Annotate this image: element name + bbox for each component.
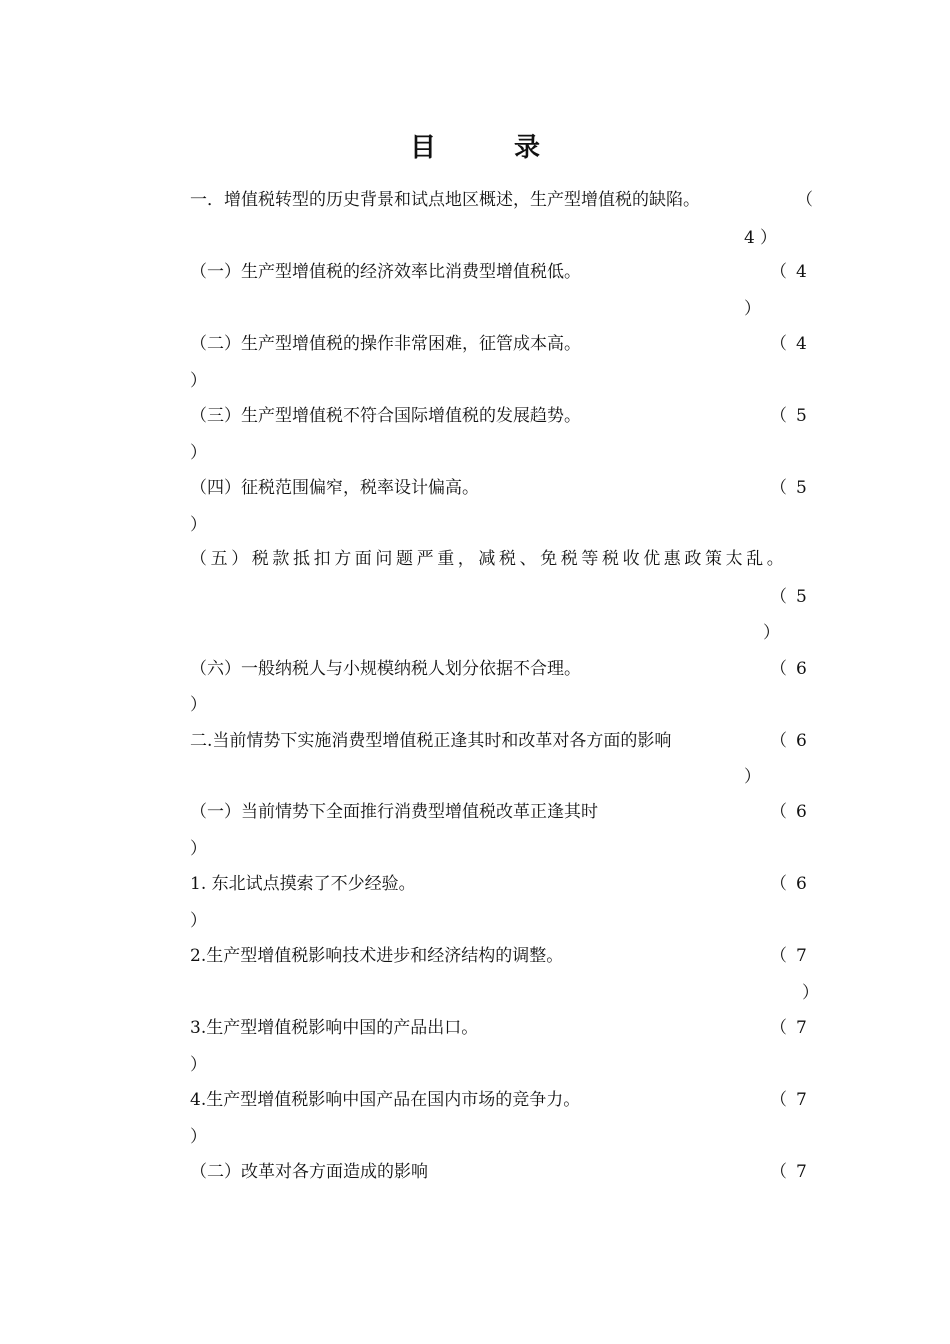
toc-entry-page-number: 6 <box>796 659 807 679</box>
toc-entry-close-paren: ） <box>802 983 819 1003</box>
toc-entry-text: （三）生产型增值税不符合国际增值税的发展趋势。 <box>190 406 581 426</box>
toc-entry-close-paren: ） <box>744 299 761 319</box>
toc-entry-page-number: 6 <box>796 874 807 894</box>
toc-entry-open-paren: （ <box>770 874 787 894</box>
toc-entry-close-paren: ） <box>744 767 761 787</box>
toc-entry-close-paren: ） <box>190 839 207 859</box>
toc-entry-text: 3.生产型增值税影响中国的产品出口。 <box>190 1018 479 1038</box>
toc-entry-text: 一．增值税转型的历史背景和试点地区概述，生产型增值税的缺陷。 <box>190 190 700 210</box>
toc-entry-text: （二）生产型增值税的操作非常困难，征管成本高。 <box>190 334 581 354</box>
toc-entry-text: 1. 东北试点摸索了不少经验。 <box>190 874 416 894</box>
toc-entry-page-number: 7 <box>796 1018 807 1038</box>
toc-entry-open-paren: （ <box>770 1090 787 1110</box>
toc-entry-page-number: 6 <box>796 802 807 822</box>
toc-entry-text: （五）税款抵扣方面问题严重，减税、免税等税收优惠政策太乱。 <box>190 549 788 569</box>
toc-entry-text: （六）一般纳税人与小规模纳税人划分依据不合理。 <box>190 659 581 679</box>
toc-entry-text: 2.生产型增值税影响技术进步和经济结构的调整。 <box>190 946 564 966</box>
toc-entry-open-paren: （ <box>770 587 787 607</box>
toc-entry-open-paren: （ <box>770 946 787 966</box>
toc-entry-open-paren: （ <box>770 334 787 354</box>
toc-entry-open-paren: （ <box>770 262 787 282</box>
toc-entry-close-paren: ） <box>190 1055 207 1075</box>
toc-entry-page-number: 6 <box>796 731 807 751</box>
toc-entry-text: （二）改革对各方面造成的影响 <box>190 1162 428 1182</box>
toc-entry-open-paren: （ <box>770 478 787 498</box>
toc-entry-open-paren: （ <box>770 659 787 679</box>
toc-entry-close-paren: ） <box>190 911 207 931</box>
toc-entry-page-number: 5 <box>796 478 807 498</box>
toc-entry-close-paren: ） <box>190 371 207 391</box>
toc-entry-page-number: 4 <box>796 262 807 282</box>
toc-entry-page-number: 7 <box>796 1162 807 1182</box>
toc-entry-page-number: 7 <box>796 1090 807 1110</box>
toc-entry-close-paren: ） <box>190 443 207 463</box>
toc-entry-page-number: 7 <box>796 946 807 966</box>
toc-entry-open-paren: （ <box>796 190 813 210</box>
toc-entry-page-number: 4 <box>796 334 807 354</box>
toc-entry-page-number: 5 <box>796 406 807 426</box>
toc-entry-open-paren: （ <box>770 1162 787 1182</box>
toc-entry-open-paren: （ <box>770 731 787 751</box>
toc-entry-close-paren: ） <box>190 695 207 715</box>
toc-entry-close-paren: ） <box>190 515 207 535</box>
toc-entry-open-paren: （ <box>770 406 787 426</box>
toc-title: 目 录 <box>409 133 566 163</box>
toc-entry-close-paren: ） <box>760 228 777 248</box>
toc-entry-text: （一）生产型增值税的经济效率比消费型增值税低。 <box>190 262 581 282</box>
toc-entry-page-number: 4 <box>744 228 755 248</box>
toc-entry-close-paren: ） <box>763 623 780 643</box>
toc-entry-text: 二.当前情势下实施消费型增值税正逢其时和改革对各方面的影响 <box>190 731 672 751</box>
toc-entry-open-paren: （ <box>770 1018 787 1038</box>
toc-entry-close-paren: ） <box>190 1127 207 1147</box>
toc-entry-text: （四）征税范围偏窄，税率设计偏高。 <box>190 478 479 498</box>
toc-entry-text: 4.生产型增值税影响中国产品在国内市场的竞争力。 <box>190 1090 581 1110</box>
toc-entry-page-number: 5 <box>796 587 807 607</box>
toc-entry-open-paren: （ <box>770 802 787 822</box>
toc-entry-text: （一）当前情势下全面推行消费型增值税改革正逢其时 <box>190 802 598 822</box>
